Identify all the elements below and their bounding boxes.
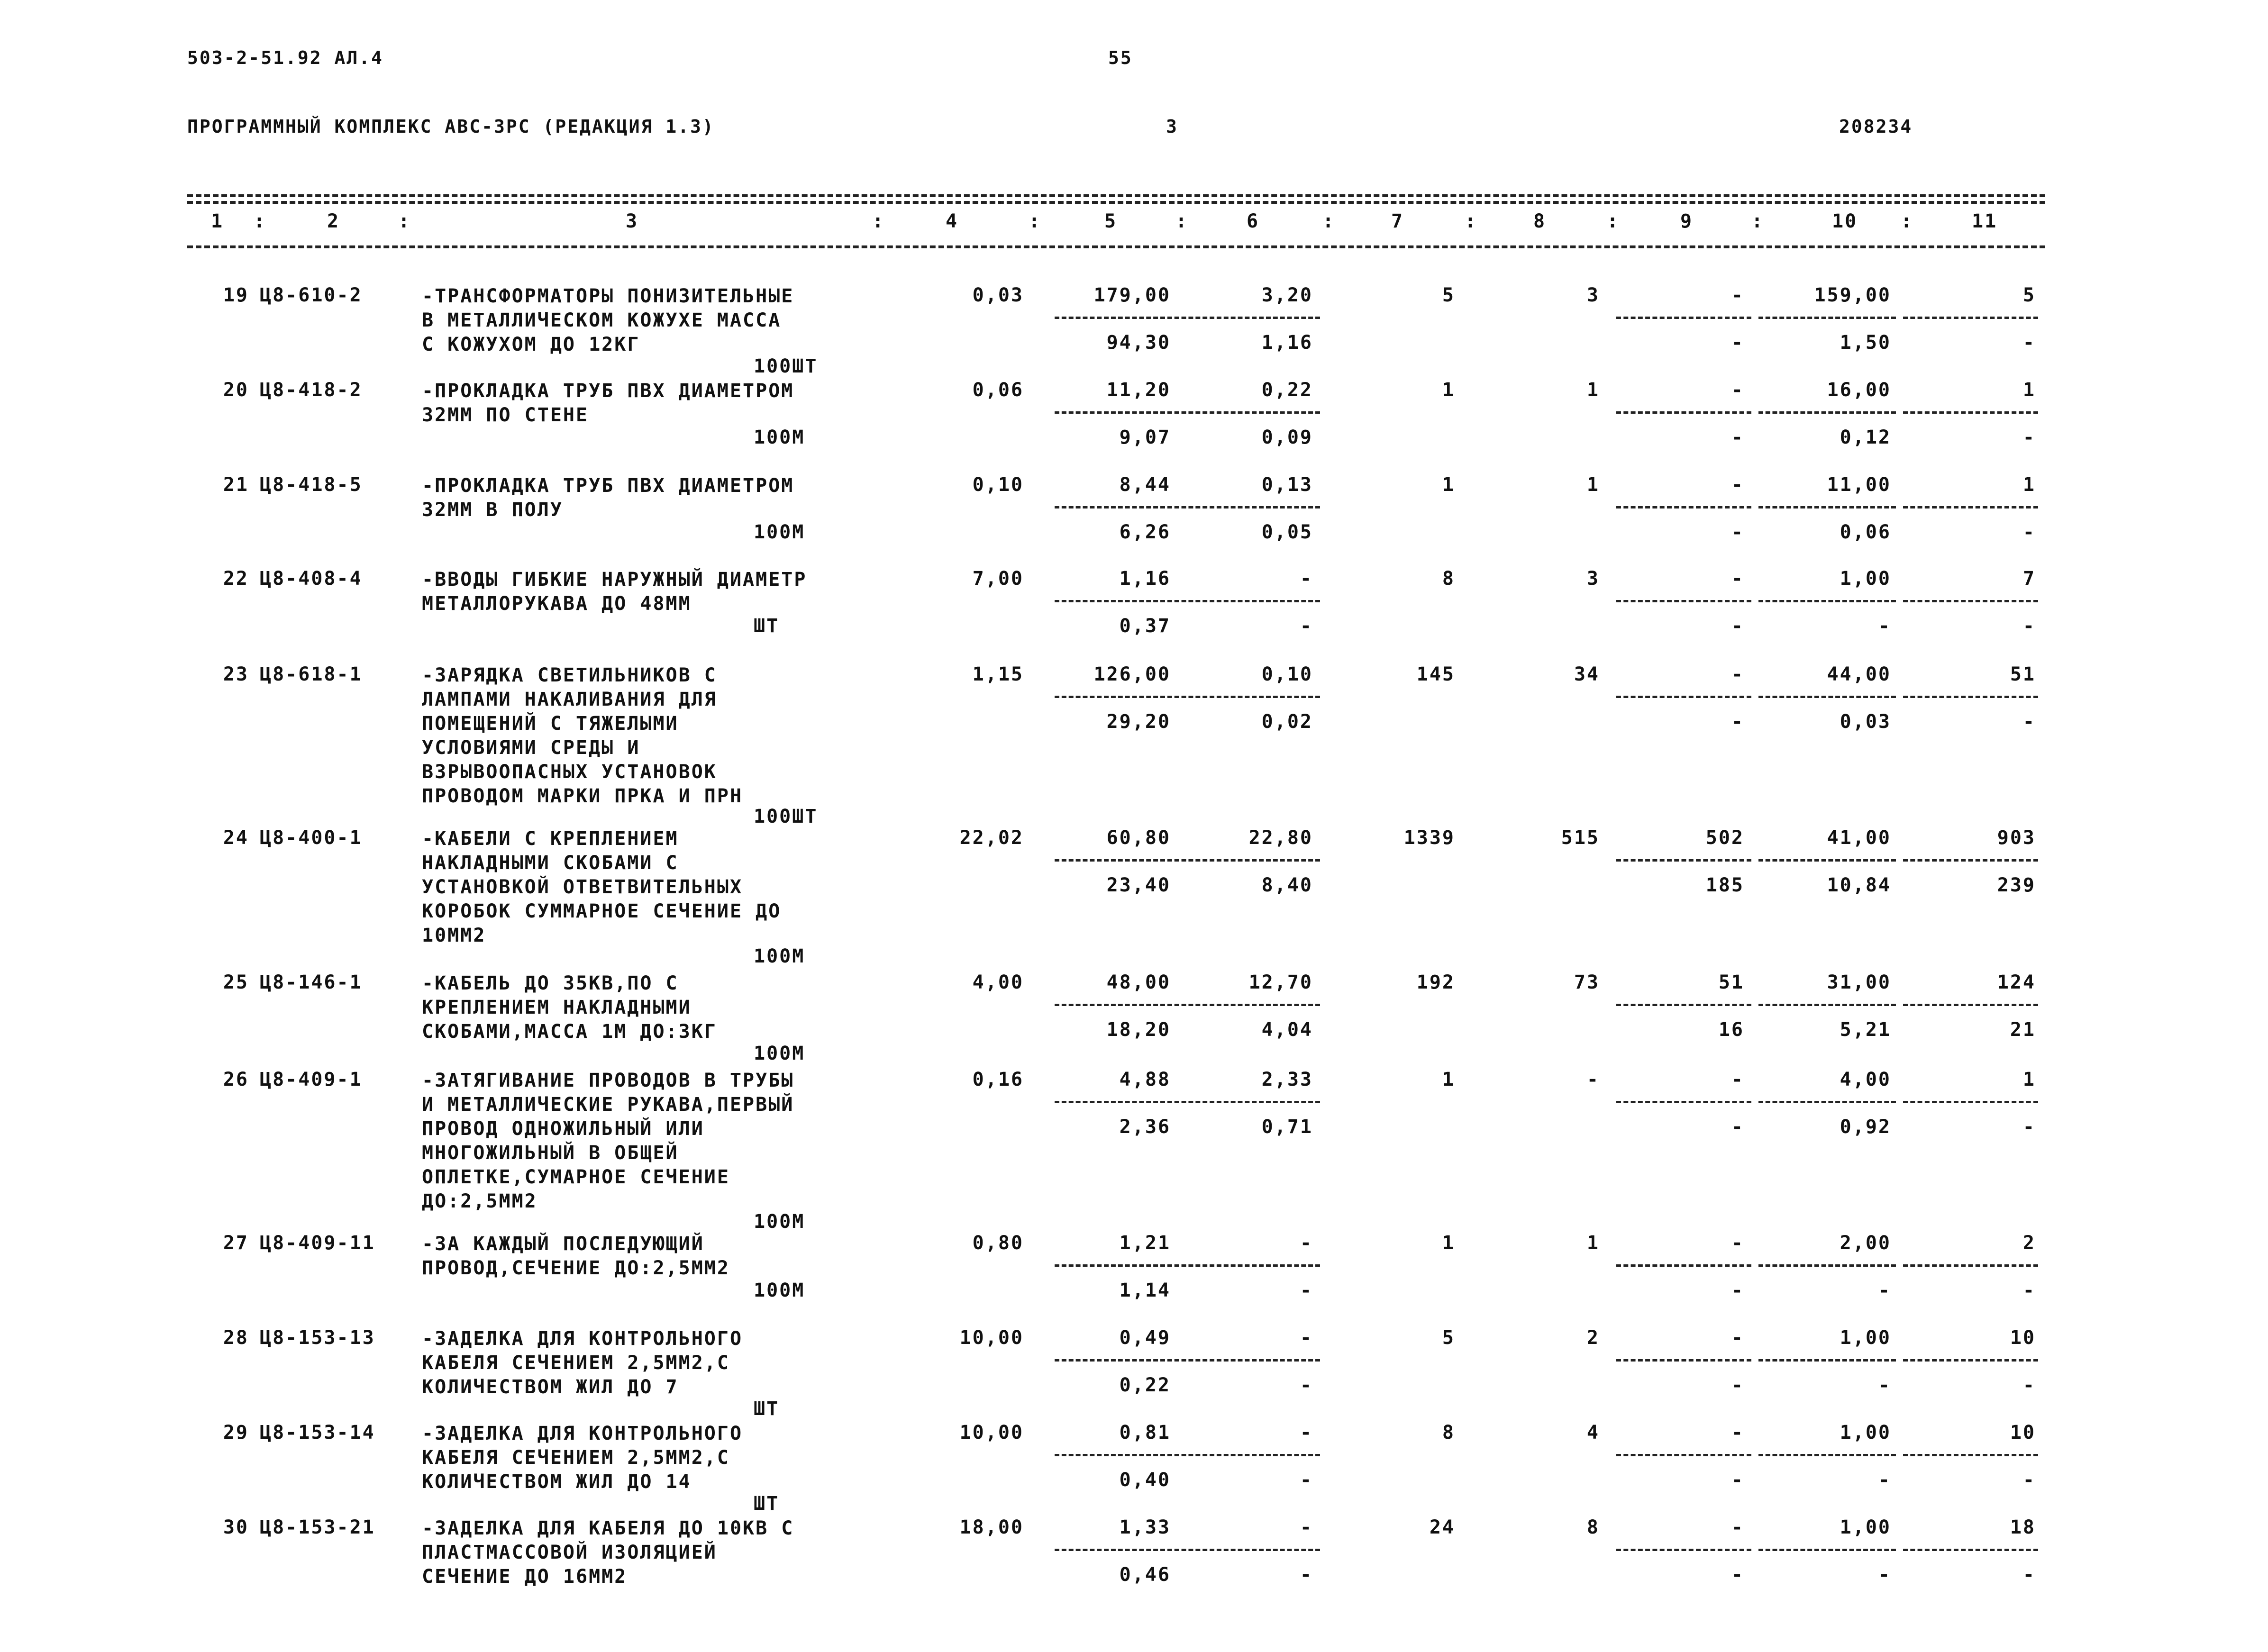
column-header-8: 8 bbox=[1533, 210, 1547, 232]
fraction-divider bbox=[1903, 1264, 2038, 1267]
fraction-divider bbox=[1616, 1101, 1751, 1103]
column-separator: : bbox=[254, 210, 267, 232]
unit-of-measure: 100М bbox=[754, 427, 805, 448]
col9-value: - bbox=[1731, 1232, 1744, 1254]
col11-value: 5 bbox=[2022, 284, 2036, 306]
fraction-divider bbox=[1055, 859, 1320, 862]
fraction-divider bbox=[1903, 1101, 2038, 1103]
col11-value: 10 bbox=[2010, 1327, 2036, 1349]
col7-value: 8 bbox=[1442, 1422, 1455, 1443]
fraction-divider bbox=[1055, 1004, 1320, 1006]
fraction-divider bbox=[1758, 696, 1896, 698]
work-description: -ЗАДЕЛКА ДЛЯ КАБЕЛЯ ДО 10КВ С ПЛАСТМАССОВОЙ ИЗОЛЯЦИЕЙ СЕЧЕНИЕ ДО 16ММ2 bbox=[422, 1517, 794, 1588]
col9-value-lower: 185 bbox=[1705, 874, 1744, 896]
fraction-divider bbox=[1758, 506, 1896, 508]
col10-value: 4,00 bbox=[1840, 1069, 1891, 1090]
col9-value: - bbox=[1731, 284, 1744, 306]
col11-value-lower: - bbox=[2022, 711, 2036, 733]
fraction-divider bbox=[1055, 506, 1320, 508]
fraction-divider bbox=[1616, 696, 1751, 698]
col8-value: 515 bbox=[1561, 827, 1600, 849]
col6-value: - bbox=[1300, 1232, 1313, 1254]
col9-value: - bbox=[1731, 1422, 1744, 1443]
col9-value-lower: - bbox=[1731, 615, 1744, 637]
col6-value-lower: - bbox=[1300, 1564, 1313, 1586]
col6-value: 12,70 bbox=[1248, 971, 1313, 993]
col11-value-lower: - bbox=[2022, 521, 2036, 543]
col6-value-lower: 1,16 bbox=[1261, 332, 1313, 354]
price-code: Ц8-418-2 bbox=[260, 379, 363, 401]
column-header-6: 6 bbox=[1247, 210, 1260, 232]
col6-value-lower: - bbox=[1300, 1280, 1313, 1301]
col11-value-lower: - bbox=[2022, 615, 2036, 637]
col9-value-lower: 16 bbox=[1718, 1019, 1744, 1041]
col9-value: - bbox=[1731, 1069, 1744, 1090]
col7-value: 5 bbox=[1442, 284, 1455, 306]
fraction-divider bbox=[1903, 1004, 2038, 1006]
column-header-7: 7 bbox=[1391, 210, 1404, 232]
col11-value: 1 bbox=[2022, 474, 2036, 496]
col11-value: 124 bbox=[1997, 971, 2036, 993]
col10-value: 1,00 bbox=[1840, 1422, 1891, 1443]
quantity: 0,16 bbox=[972, 1069, 1024, 1090]
quantity: 10,00 bbox=[959, 1422, 1024, 1443]
fraction-divider bbox=[1903, 859, 2038, 862]
col9-value-lower: - bbox=[1731, 521, 1744, 543]
col5-value: 1,21 bbox=[1119, 1232, 1171, 1254]
column-separator: : bbox=[1465, 210, 1478, 232]
fraction-divider bbox=[1903, 696, 2038, 698]
fraction-divider bbox=[1616, 411, 1751, 414]
col11-value-lower: - bbox=[2022, 1280, 2036, 1301]
column-separator: : bbox=[1175, 210, 1189, 232]
col7-value: 1 bbox=[1442, 1069, 1455, 1090]
col10-value: 159,00 bbox=[1814, 284, 1891, 306]
col7-value: 145 bbox=[1416, 663, 1455, 685]
row-number: 29 bbox=[223, 1422, 249, 1443]
column-header-10: 10 bbox=[1832, 210, 1858, 232]
fraction-divider bbox=[1055, 411, 1320, 414]
col8-value: 1 bbox=[1586, 379, 1600, 401]
col5-value-lower: 23,40 bbox=[1106, 874, 1171, 896]
work-description: -ПРОКЛАДКА ТРУБ ПВХ ДИАМЕТРОМ 32ММ ПО СТЕНЕ bbox=[422, 380, 794, 426]
column-separator: : bbox=[1901, 210, 1914, 232]
col9-value: - bbox=[1731, 568, 1744, 590]
quantity: 4,00 bbox=[972, 971, 1024, 993]
unit-of-measure: 100ШТ bbox=[754, 806, 818, 827]
col11-value-lower: - bbox=[2022, 1564, 2036, 1586]
unit-of-measure: 100М bbox=[754, 1211, 805, 1233]
price-code: Ц8-409-11 bbox=[260, 1232, 375, 1254]
col9-value-lower: - bbox=[1731, 1374, 1744, 1396]
price-code: Ц8-153-14 bbox=[260, 1422, 375, 1443]
col10-value-lower: - bbox=[1878, 615, 1891, 637]
col11-value: 1 bbox=[2022, 379, 2036, 401]
row-number: 23 bbox=[223, 663, 249, 685]
col9-value: - bbox=[1731, 1327, 1744, 1349]
col10-value-lower: 0,03 bbox=[1840, 711, 1891, 733]
col10-value: 44,00 bbox=[1827, 663, 1891, 685]
column-header-11: 11 bbox=[1972, 210, 1998, 232]
quantity: 1,15 bbox=[972, 663, 1024, 685]
fraction-divider bbox=[1903, 506, 2038, 508]
fraction-divider bbox=[1055, 1454, 1320, 1456]
col5-value-lower: 0,40 bbox=[1119, 1469, 1171, 1491]
col10-value: 31,00 bbox=[1827, 971, 1891, 993]
fraction-divider bbox=[1616, 1264, 1751, 1267]
col9-value: - bbox=[1731, 1516, 1744, 1538]
col6-value-lower: 0,71 bbox=[1261, 1116, 1313, 1138]
quantity: 7,00 bbox=[972, 568, 1024, 590]
col5-value: 179,00 bbox=[1093, 284, 1171, 306]
col7-value: 1 bbox=[1442, 474, 1455, 496]
row-number: 19 bbox=[223, 284, 249, 306]
col8-value: 3 bbox=[1586, 284, 1600, 306]
fraction-divider bbox=[1055, 1549, 1320, 1551]
fraction-divider bbox=[1903, 317, 2038, 319]
price-code: Ц8-418-5 bbox=[260, 474, 363, 496]
fraction-divider bbox=[1758, 1549, 1896, 1551]
work-description: -КАБЕЛИ С КРЕПЛЕНИЕМ НАКЛАДНЫМИ СКОБАМИ С УСТАНОВКОЙ ОТВЕТВИТЕЛЬНЫХ КОРОБОК СУММАРНОЕ СЕЧЕНИЕ ДО 10ММ2 bbox=[422, 828, 782, 946]
work-description: -ЗАДЕЛКА ДЛЯ КОНТРОЛЬНОГО КАБЕЛЯ СЕЧЕНИЕМ 2,5ММ2,С КОЛИЧЕСТВОМ ЖИЛ ДО 14 bbox=[422, 1423, 743, 1493]
fraction-divider bbox=[1758, 1454, 1896, 1456]
fraction-divider bbox=[1055, 696, 1320, 698]
col11-value-lower: - bbox=[2022, 1469, 2036, 1491]
fraction-divider bbox=[1903, 411, 2038, 414]
col5-value: 1,33 bbox=[1119, 1516, 1171, 1538]
fraction-divider bbox=[1616, 317, 1751, 319]
col10-value: 16,00 bbox=[1827, 379, 1891, 401]
col9-value-lower: - bbox=[1731, 1280, 1744, 1301]
fraction-divider bbox=[1758, 859, 1896, 862]
col5-value-lower: 0,22 bbox=[1119, 1374, 1171, 1396]
fraction-divider bbox=[1055, 317, 1320, 319]
col10-value: 2,00 bbox=[1840, 1232, 1891, 1254]
col11-value: 7 bbox=[2022, 568, 2036, 590]
col9-value: - bbox=[1731, 474, 1744, 496]
fraction-divider bbox=[1616, 1004, 1751, 1006]
fraction-divider bbox=[1055, 1359, 1320, 1362]
col5-value-lower: 9,07 bbox=[1119, 427, 1171, 448]
col6-value: 0,10 bbox=[1261, 663, 1313, 685]
col8-value: - bbox=[1586, 1069, 1600, 1090]
col11-value: 18 bbox=[2010, 1516, 2036, 1538]
work-description: -ТРАНСФОРМАТОРЫ ПОНИЗИТЕЛЬНЫЕ В МЕТАЛЛИЧЕСКОМ КОЖУХЕ МАССА С КОЖУХОМ ДО 12КГ bbox=[422, 285, 794, 355]
col8-value: 34 bbox=[1574, 663, 1600, 685]
col7-value: 24 bbox=[1429, 1516, 1455, 1538]
work-description: -ЗАТЯГИВАНИЕ ПРОВОДОВ В ТРУБЫ И МЕТАЛЛИЧЕСКИЕ РУКАВА,ПЕРВЫЙ ПРОВОД ОДНОЖИЛЬНЫЙ ИЛИ МНОГОЖИЛЬНЫЙ В ОБЩЕЙ ОПЛЕТКЕ,СУМАРНОЕ СЕЧЕНИЕ ДО:2,5ММ2 bbox=[422, 1070, 794, 1212]
row-number: 28 bbox=[223, 1327, 249, 1349]
col9-value: 502 bbox=[1705, 827, 1744, 849]
col5-value-lower: 1,14 bbox=[1119, 1280, 1171, 1301]
fraction-divider bbox=[1758, 1004, 1896, 1006]
fraction-divider bbox=[1758, 1359, 1896, 1362]
col10-value-lower: 1,50 bbox=[1840, 332, 1891, 354]
work-description: -ЗАРЯДКА СВЕТИЛЬНИКОВ С ЛАМПАМИ НАКАЛИВАНИЯ ДЛЯ ПОМЕЩЕНИЙ С ТЯЖЕЛЫМИ УСЛОВИЯМИ СРЕДЫ И ВЗРЫВООПАСНЫХ УСТАНОВОК ПРОВОДОМ МАРКИ ПРКА И ПРН bbox=[422, 664, 743, 807]
col7-value: 1 bbox=[1442, 379, 1455, 401]
fraction-divider bbox=[1616, 1454, 1751, 1456]
column-separator: : bbox=[1322, 210, 1336, 232]
col9-value-lower: - bbox=[1731, 427, 1744, 448]
col5-value: 8,44 bbox=[1119, 474, 1171, 496]
quantity: 0,10 bbox=[972, 474, 1024, 496]
col11-value-lower: 239 bbox=[1997, 874, 2036, 896]
column-header-4: 4 bbox=[946, 210, 959, 232]
col9-value-lower: - bbox=[1731, 1564, 1744, 1586]
col6-value: 3,20 bbox=[1261, 284, 1313, 306]
program-title: ПРОГРАММНЫЙ КОМПЛЕКС АВС-3РС (РЕДАКЦИЯ 1.3) bbox=[187, 116, 715, 137]
column-separator: : bbox=[872, 210, 885, 232]
work-description: -ВВОДЫ ГИБКИЕ НАРУЖНЫЙ ДИАМЕТР МЕТАЛЛОРУКАВА ДО 48ММ bbox=[422, 569, 807, 615]
col6-value-lower: - bbox=[1300, 615, 1313, 637]
row-number: 20 bbox=[223, 379, 249, 401]
col6-value-lower: - bbox=[1300, 1469, 1313, 1491]
col9-value: 51 bbox=[1718, 971, 1744, 993]
col6-value-lower: 0,09 bbox=[1261, 427, 1313, 448]
col5-value-lower: 29,20 bbox=[1106, 711, 1171, 733]
document-code: 208234 bbox=[1839, 116, 1913, 137]
col10-value-lower: 10,84 bbox=[1827, 874, 1891, 896]
work-description: -КАБЕЛЬ ДО 35КВ,ПО С КРЕПЛЕНИЕМ НАКЛАДНЫМИ СКОБАМИ,МАССА 1М ДО:3КГ bbox=[422, 972, 717, 1043]
column-header-3: 3 bbox=[626, 210, 639, 232]
col10-value-lower: - bbox=[1878, 1280, 1891, 1301]
column-separator: : bbox=[1029, 210, 1042, 232]
row-number: 25 bbox=[223, 971, 249, 993]
fraction-divider bbox=[1055, 600, 1320, 602]
unit-of-measure: 100М bbox=[754, 521, 805, 543]
column-header-2: 2 bbox=[327, 210, 340, 232]
col6-value: 2,33 bbox=[1261, 1069, 1313, 1090]
col10-value-lower: 0,92 bbox=[1840, 1116, 1891, 1138]
col6-value: 0,22 bbox=[1261, 379, 1313, 401]
work-description: -ЗАДЕЛКА ДЛЯ КОНТРОЛЬНОГО КАБЕЛЯ СЕЧЕНИЕМ 2,5ММ2,С КОЛИЧЕСТВОМ ЖИЛ ДО 7 bbox=[422, 1328, 743, 1398]
col10-value: 1,00 bbox=[1840, 1327, 1891, 1349]
col10-value: 11,00 bbox=[1827, 474, 1891, 496]
unit-of-measure: 100М bbox=[754, 945, 805, 967]
sheet-number: 3 bbox=[1166, 116, 1178, 137]
col5-value-lower: 0,37 bbox=[1119, 615, 1171, 637]
col5-value-lower: 94,30 bbox=[1106, 332, 1171, 354]
row-number: 30 bbox=[223, 1516, 249, 1538]
col8-value: 8 bbox=[1586, 1516, 1600, 1538]
col10-value: 1,00 bbox=[1840, 1516, 1891, 1538]
unit-of-measure: ШТ bbox=[754, 1398, 780, 1420]
row-number: 26 bbox=[223, 1069, 249, 1090]
col6-value-lower: 0,05 bbox=[1261, 521, 1313, 543]
col11-value-lower: - bbox=[2022, 1374, 2036, 1396]
col8-value: 3 bbox=[1586, 568, 1600, 590]
col5-value: 0,49 bbox=[1119, 1327, 1171, 1349]
col7-value: 5 bbox=[1442, 1327, 1455, 1349]
col6-value-lower: 0,02 bbox=[1261, 711, 1313, 733]
table-top-rule bbox=[187, 194, 2045, 197]
col7-value: 1 bbox=[1442, 1232, 1455, 1254]
col11-value: 1 bbox=[2022, 1069, 2036, 1090]
column-header-5: 5 bbox=[1104, 210, 1118, 232]
col10-value-lower: - bbox=[1878, 1564, 1891, 1586]
table-header-rule bbox=[187, 245, 2045, 248]
col6-value-lower: - bbox=[1300, 1374, 1313, 1396]
col5-value: 0,81 bbox=[1119, 1422, 1171, 1443]
quantity: 0,06 bbox=[972, 379, 1024, 401]
unit-of-measure: 100ШТ bbox=[754, 355, 818, 377]
fraction-divider bbox=[1758, 1264, 1896, 1267]
col8-value: 1 bbox=[1586, 474, 1600, 496]
fraction-divider bbox=[1616, 1359, 1751, 1362]
col9-value: - bbox=[1731, 379, 1744, 401]
price-code: Ц8-409-1 bbox=[260, 1069, 363, 1090]
col6-value: - bbox=[1300, 1422, 1313, 1443]
fraction-divider bbox=[1616, 859, 1751, 862]
fraction-divider bbox=[1903, 1454, 2038, 1456]
col11-value: 903 bbox=[1997, 827, 2036, 849]
fraction-divider bbox=[1055, 1101, 1320, 1103]
price-code: Ц8-400-1 bbox=[260, 827, 363, 849]
col9-value: - bbox=[1731, 663, 1744, 685]
col7-value: 192 bbox=[1416, 971, 1455, 993]
col10-value-lower: 5,21 bbox=[1840, 1019, 1891, 1041]
fraction-divider bbox=[1903, 1359, 2038, 1362]
row-number: 22 bbox=[223, 568, 249, 590]
col5-value-lower: 6,26 bbox=[1119, 521, 1171, 543]
column-separator: : bbox=[1607, 210, 1620, 232]
quantity: 0,80 bbox=[972, 1232, 1024, 1254]
table-top-rule-2 bbox=[187, 201, 2045, 204]
col11-value-lower: - bbox=[2022, 332, 2036, 354]
col11-value-lower: - bbox=[2022, 427, 2036, 448]
col8-value: 2 bbox=[1586, 1327, 1600, 1349]
col10-value-lower: - bbox=[1878, 1469, 1891, 1491]
col10-value-lower: 0,06 bbox=[1840, 521, 1891, 543]
row-number: 24 bbox=[223, 827, 249, 849]
unit-of-measure: ШТ bbox=[754, 1493, 780, 1515]
price-code: Ц8-408-4 bbox=[260, 568, 363, 590]
column-header-9: 9 bbox=[1680, 210, 1694, 232]
col8-value: 1 bbox=[1586, 1232, 1600, 1254]
price-code: Ц8-153-13 bbox=[260, 1327, 375, 1349]
col8-value: 4 bbox=[1586, 1422, 1600, 1443]
fraction-divider bbox=[1055, 1264, 1320, 1267]
fraction-divider bbox=[1616, 1549, 1751, 1551]
row-number: 27 bbox=[223, 1232, 249, 1254]
col6-value-lower: 4,04 bbox=[1261, 1019, 1313, 1041]
col10-value: 1,00 bbox=[1840, 568, 1891, 590]
col11-value: 10 bbox=[2010, 1422, 2036, 1443]
fraction-divider bbox=[1616, 506, 1751, 508]
col10-value-lower: 0,12 bbox=[1840, 427, 1891, 448]
col7-value: 8 bbox=[1442, 568, 1455, 590]
work-description: -ПРОКЛАДКА ТРУБ ПВХ ДИАМЕТРОМ 32ММ В ПОЛУ bbox=[422, 475, 794, 521]
col5-value: 48,00 bbox=[1106, 971, 1171, 993]
col5-value: 1,16 bbox=[1119, 568, 1171, 590]
unit-of-measure: ШТ bbox=[754, 615, 780, 637]
price-code: Ц8-618-1 bbox=[260, 663, 363, 685]
col11-value-lower: - bbox=[2022, 1116, 2036, 1138]
page-number: 55 bbox=[1108, 47, 1133, 68]
col6-value: 22,80 bbox=[1248, 827, 1313, 849]
col6-value-lower: 8,40 bbox=[1261, 874, 1313, 896]
col11-value: 2 bbox=[2022, 1232, 2036, 1254]
quantity: 10,00 bbox=[959, 1327, 1024, 1349]
column-separator: : bbox=[1751, 210, 1765, 232]
column-header-1: 1 bbox=[211, 210, 224, 232]
col9-value-lower: - bbox=[1731, 1469, 1744, 1491]
fraction-divider bbox=[1903, 600, 2038, 602]
col9-value-lower: - bbox=[1731, 711, 1744, 733]
col6-value: - bbox=[1300, 1327, 1313, 1349]
price-code: Ц8-153-21 bbox=[260, 1516, 375, 1538]
quantity: 18,00 bbox=[959, 1516, 1024, 1538]
row-number: 21 bbox=[223, 474, 249, 496]
col5-value-lower: 2,36 bbox=[1119, 1116, 1171, 1138]
col5-value: 60,80 bbox=[1106, 827, 1171, 849]
fraction-divider bbox=[1758, 411, 1896, 414]
col9-value-lower: - bbox=[1731, 332, 1744, 354]
col6-value: - bbox=[1300, 568, 1313, 590]
work-description: -ЗА КАЖДЫЙ ПОСЛЕДУЮЩИЙ ПРОВОД,СЕЧЕНИЕ ДО:2,5ММ2 bbox=[422, 1233, 730, 1279]
col6-value: - bbox=[1300, 1516, 1313, 1538]
quantity: 22,02 bbox=[959, 827, 1024, 849]
col8-value: 73 bbox=[1574, 971, 1600, 993]
column-separator: : bbox=[398, 210, 411, 232]
col10-value-lower: - bbox=[1878, 1374, 1891, 1396]
fraction-divider bbox=[1616, 600, 1751, 602]
col11-value: 51 bbox=[2010, 663, 2036, 685]
col5-value-lower: 0,46 bbox=[1119, 1564, 1171, 1586]
document-reference: 503-2-51.92 АЛ.4 bbox=[187, 47, 384, 68]
price-code: Ц8-146-1 bbox=[260, 971, 363, 993]
unit-of-measure: 100М bbox=[754, 1280, 805, 1301]
fraction-divider bbox=[1758, 317, 1896, 319]
col9-value-lower: - bbox=[1731, 1116, 1744, 1138]
fraction-divider bbox=[1903, 1549, 2038, 1551]
quantity: 0,03 bbox=[972, 284, 1024, 306]
price-code: Ц8-610-2 bbox=[260, 284, 363, 306]
fraction-divider bbox=[1758, 1101, 1896, 1103]
col5-value: 126,00 bbox=[1093, 663, 1171, 685]
col6-value: 0,13 bbox=[1261, 474, 1313, 496]
col5-value: 11,20 bbox=[1106, 379, 1171, 401]
col5-value-lower: 18,20 bbox=[1106, 1019, 1171, 1041]
col5-value: 4,88 bbox=[1119, 1069, 1171, 1090]
fraction-divider bbox=[1758, 600, 1896, 602]
unit-of-measure: 100М bbox=[754, 1043, 805, 1064]
col10-value: 41,00 bbox=[1827, 827, 1891, 849]
col7-value: 1339 bbox=[1403, 827, 1455, 849]
col11-value-lower: 21 bbox=[2010, 1019, 2036, 1041]
